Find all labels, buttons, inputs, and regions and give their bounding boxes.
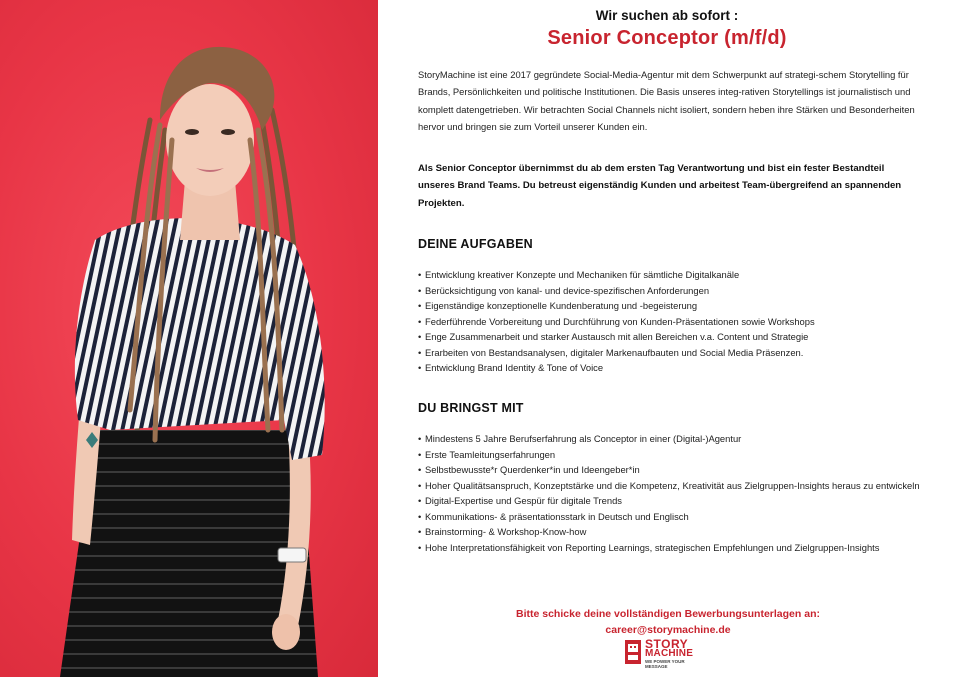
list-item: • Digital-Expertise und Gespür für digitale Trends: [418, 493, 923, 509]
list-item: • Mindestens 5 Jahre Berufserfahrung als Conceptor in einer (Digital-)Agentur: [418, 431, 923, 447]
job-description: [378, 0, 960, 677]
list-item: • Erarbeiten von Bestandsanalysen, digitaler Markenaufbauten und Social Media Präsenzen.: [418, 345, 923, 361]
tasks-heading: DEINE AUFGABEN: [418, 237, 533, 251]
list-item: • Kommunikations- & präsentationsstark in Deutsch und Englisch: [418, 509, 923, 525]
logo-robot-icon: [624, 639, 642, 665]
list-item: • Selbstbewusste*r Querdenker*in und Ideengeber*in: [418, 462, 923, 478]
requirements-list: [418, 431, 923, 555]
list-item: • Hohe Interpretationsfähigkeit von Reporting Learnings, strategischen Empfehlungen und Zielgruppen-Insights: [418, 540, 923, 556]
logo-word-story: STORY: [645, 637, 689, 651]
woman-with-dreadlocks-illustration: [0, 0, 378, 677]
logo-tagline: WE POWER YOUR MESSAGE: [645, 659, 685, 669]
contact-email-link[interactable]: career@storymachine.de: [605, 624, 731, 636]
list-item: • Federführende Vorbereitung und Durchführung von Kunden-Präsentationen sowie Workshops: [418, 314, 923, 330]
requirements-heading: DU BRINGST MIT: [418, 401, 524, 415]
tasks-list: [418, 267, 923, 376]
page-title: Senior Conceptor (m/f/d): [547, 27, 787, 49]
intro-line: Wir suchen ab sofort :: [595, 8, 739, 23]
storymachine-logo: [624, 637, 708, 669]
list-item: • Berücksichtigung von kanal- und device-spezifischen Anforderungen: [418, 283, 923, 299]
list-item: • Brainstorming- & Workshop-Know-how: [418, 524, 923, 540]
list-item: • Hoher Qualitätsanspruch, Konzeptstärke und die Kompetenz, Kreativität aus Zielgruppen-Insights heraus zu entwickeln: [418, 478, 923, 494]
list-item: • Enge Zusammenarbeit und starker Austausch mit allen Bereichen v.a. Content und Strategie: [418, 329, 923, 345]
model-photo: [0, 0, 378, 677]
logo-word-machine: MACHINE: [645, 648, 694, 659]
list-item: • Entwicklung Brand Identity & Tone of Voice: [418, 360, 923, 376]
role-paragraph: Als Senior Conceptor übernimmst du ab dem ersten Tag Verantwortung und bist ein fester Bestandteil unseres Brand Teams. Du betreust eigenständig Kunden und arbeitest Team-übergreifend an spannenden Projekten.: [418, 163, 902, 209]
cta-text: Bitte schicke deine vollständigen Bewerbungsunterlagen an:: [516, 608, 820, 620]
list-item: • Entwicklung kreativer Konzepte und Mechaniken für sämtliche Digitalkanäle: [418, 267, 923, 283]
application-cta: [418, 606, 918, 638]
list-item: • Eigenständige konzeptionelle Kundenberatung und -begeisterung: [418, 298, 923, 314]
about-paragraph: StoryMachine ist eine 2017 gegründete Social-Media-Agentur mit dem Schwerpunkt auf strategi-schem Storytelling für Brands, Persönlichkeiten und politische Institutionen. Die Basis unseres integ-rativen Storytellings ist journalistisch und komplett datengetrieben. Wir betrachten Social Channels nicht isoliert, sondern heben ihre Stärken und Besonderheiten hervor und bringen sie zum Vorteil unserer Kunden ein.: [418, 69, 915, 133]
list-item: • Erste Teamleitungserfahrungen: [418, 447, 923, 463]
